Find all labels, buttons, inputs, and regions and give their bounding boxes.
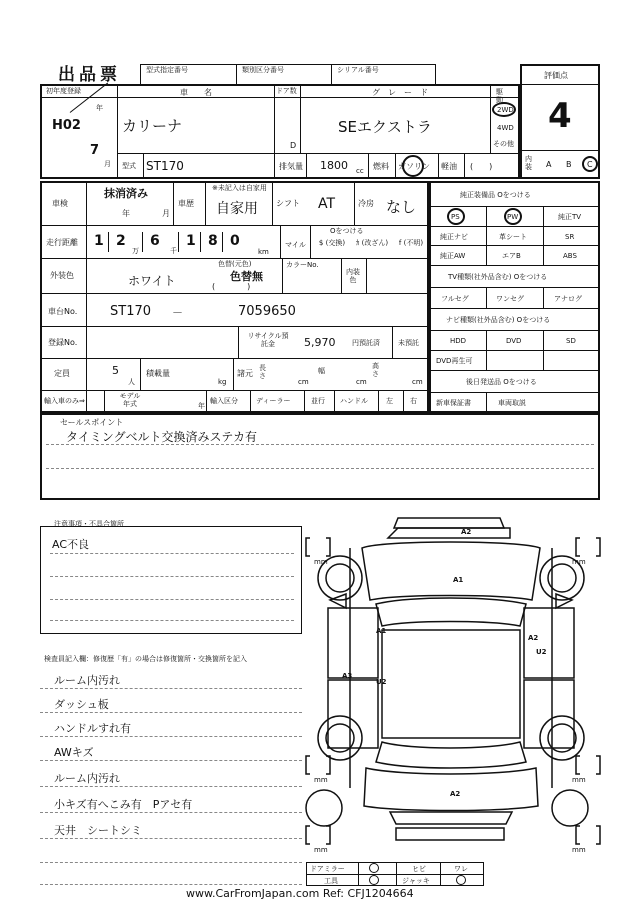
car-name-label: 車名 [180,88,228,97]
displacement-label: 排気量 [279,162,303,171]
tv-fullseg: フルセグ [441,295,469,303]
damage-mark-left-side: A3 [342,672,353,680]
odo-tampered: ｶ (改ざん) [355,239,389,247]
height-label: 高さ [372,362,379,378]
odo-unknown: f (不明) [398,239,424,247]
legend-tools: 工具 [324,877,338,885]
model-year-label: モデル年式 [119,392,141,408]
legend-crack: ヒビ [412,865,426,873]
exterior-color-label: 外装色 [50,271,74,280]
model-year-unit: 年 [198,402,205,410]
drive-2wd: 2WD [497,106,514,114]
grade-label: グレード [372,88,436,97]
fuel-gasoline: ガソリン [398,162,430,171]
handle-label: ハンドル [340,397,368,405]
first-registration-year: H02 [52,118,81,133]
model-label: 型式 [122,162,136,170]
displacement-value: 1800 [320,159,348,172]
inspector-item-7: 天井 シートシミ [54,824,142,837]
odo-note: Oをつける [330,227,364,235]
exterior-color: ホワイト [128,274,176,288]
shift-value: AT [318,196,336,212]
mile-label: マイル [285,241,306,249]
first-registration-month: 7 [90,143,100,158]
import-category-label: 輸入区分 [210,397,238,405]
sales-point-label: セールスポイント [60,418,124,427]
recycle-amount: 5,970 [304,336,336,349]
reg-no-label: 登録No. [48,338,78,347]
score-label: 評価点 [544,71,568,80]
inspector-item-5: ルーム内汚れ [54,772,120,785]
interior-option-b: B [566,160,572,169]
mileage-man: 万 [132,247,139,255]
chassis-number: 7059650 [238,304,296,319]
damage-mark-left-rear-door: U2 [376,678,387,686]
class-number-label: 類別区分番号 [242,66,284,74]
mileage-label: 走行距離 [46,238,78,247]
inspector-label: 検査員記入欄：修復歴「有」の場合は修復箇所・交換箇所を記入 [44,655,247,663]
door-label: ドア数 [276,87,297,95]
damage-mark-front-bumper: A2 [461,528,472,536]
inspection-month: 月 [162,209,170,218]
mileage-digit-2: 2 [116,233,126,249]
recycle-unpaid: 未預託 [398,339,419,347]
genuine-title: 純正装備品 Oをつける [460,191,531,199]
legend-mirror-circle [369,863,379,873]
mm-unit-6: mm [572,846,586,854]
parallel-option: 並行 [311,397,325,405]
interior-label: 内装 [525,155,532,171]
width-label: 幅 [318,367,325,375]
damage-mark-right-front-door-2: U2 [536,648,547,656]
year-mark: 年 [96,104,103,112]
tv-oneseg: ワンセグ [496,295,524,303]
document-title: 出品票 [58,65,121,85]
navi-sd: SD [566,337,576,345]
navi-title: ナビ種類(社外品含む) Oをつける [446,316,551,324]
navi-hdd: HDD [450,337,467,345]
inspector-item-2: ダッシュ板 [54,698,109,711]
door-d: D [290,141,297,150]
fuel-label: 燃料 [373,162,389,171]
chassis-dash: － [172,306,183,319]
month-mark: 月 [104,160,111,168]
dealer-option: ディーラー [256,397,291,405]
genuine-abs: ABS [563,252,577,260]
load-label: 積載量 [146,369,170,378]
capacity-unit: 人 [128,378,135,386]
ac-label: 冷房 [358,199,374,208]
mileage-digit-1: 1 [94,233,104,249]
fuel-other: ( ) [470,162,493,171]
interior-option-c: C [587,160,593,169]
footer-watermark: www.CarFromJapan.com Ref: CFJ1204664 [186,887,414,900]
inspector-item-3: ハンドルすれ有 [54,722,131,735]
mileage-digit-6: 0 [230,233,240,249]
recycle-paid: 円預託済 [352,339,380,347]
genuine-tv: 純正TV [558,213,582,221]
handle-left: 左 [386,397,393,405]
genuine-leather: 革シート [499,233,527,241]
cc-unit: cc [356,167,364,175]
legend-jack-circle [456,875,466,885]
width-unit: cm [356,378,367,386]
notes-label: 注意事項・不具合箇所 [54,520,124,528]
mm-unit-3: mm [314,776,328,784]
history-label: 車歴 [178,199,194,208]
mm-unit-1: mm [314,558,328,566]
genuine-ps: PS [451,213,460,221]
mileage-km: km [258,248,269,256]
ac-value: なし [386,198,417,216]
inspection-label: 車検 [52,199,68,208]
mm-unit-5: mm [314,846,328,854]
grade: SEエクストラ [338,118,432,136]
history-note: ※未記入は自家用 [212,184,267,192]
interior-color-label: 内装色 [346,268,360,284]
odo-swapped: $ (交換) [318,239,346,247]
damage-mark-rear-bumper: A2 [450,790,461,798]
recycle-label: リサイクル預託金 [247,332,289,348]
after-manual: 車両取説 [498,399,526,407]
type-designation-label: 型式指定番号 [146,66,188,74]
genuine-airbag: エアB [502,252,521,260]
after-warranty: 新車保証書 [436,399,471,407]
genuine-pw: PW [507,213,519,221]
genuine-sr: SR [565,233,575,241]
car-damage-diagram [300,508,610,858]
length-unit: cm [298,378,309,386]
after-title: 後日発送品 Oをつける [466,378,537,386]
import-label: 輸入車のみ⇒ [44,397,85,405]
tv-title: TV種類(社外品含む) Oをつける [448,273,548,281]
mileage-sen: 千 [170,247,177,255]
mm-unit-2: mm [572,558,586,566]
mm-unit-4: mm [572,776,586,784]
damage-mark-hood: A1 [453,576,464,584]
car-name: カリーナ [122,117,183,135]
load-unit: kg [218,378,227,386]
chassis-prefix: ST170 [110,304,152,319]
damage-mark-left-front-door: A1 [376,627,387,635]
navi-dvd: DVD [506,337,522,345]
fuel-diesel: 軽油 [441,162,457,171]
height-unit: cm [412,378,423,386]
score-value: 4 [548,96,572,136]
model-value: ST170 [146,159,184,173]
legend-jack: ジャッキ [402,877,430,885]
inspector-item-4: AWキズ [54,746,94,759]
sales-point-box [40,413,600,500]
genuine-navi: 純正ナビ [440,233,468,241]
dims-label: 諸元 [237,369,253,378]
serial-number-label: シリアル番号 [337,66,379,74]
length-label: 長さ [259,364,266,380]
repaint-paren: ( ) [212,282,251,291]
color-no-label: カラーNo. [286,261,319,269]
fuel-selected-circle [402,155,424,177]
mileage-digit-4: 1 [186,233,196,249]
chassis-label: 車台No. [48,307,78,316]
legend-tools-circle [369,875,379,885]
inspector-item-6: 小キズ有へこみ有 Pアセ有 [54,798,193,811]
first-registration-label: 初年度登録 [46,87,81,95]
repaint-value: 色替無 [230,270,263,283]
capacity-label: 定員 [54,369,70,378]
legend-mirror: ドアミラー [310,865,345,873]
legend-break: ワレ [454,865,468,873]
handle-right: 右 [410,397,417,405]
genuine-aw: 純正AW [440,252,466,260]
damage-mark-right-front-door: A2 [528,634,539,642]
interior-option-a: A [546,160,552,169]
repaint-label: 色替(元色) [218,260,252,268]
notes-line-1: AC不良 [52,538,90,551]
tv-analog: アナログ [554,295,582,303]
capacity-value: 5 [112,364,119,377]
history-value: 自家用 [216,201,258,217]
shift-label: シフト [276,199,300,208]
drive-4wd: 4WD [497,124,514,132]
mileage-digit-3: 6 [150,233,160,249]
drive-label: 駆動 [496,88,503,104]
inspection-year: 年 [122,209,130,218]
navi-dvd-play: DVD再生可 [436,357,473,365]
mileage-digit-5: 8 [208,233,218,249]
drive-other: その他 [493,140,514,148]
inspection-value: 抹消済み [104,187,148,200]
sales-point-text: タイミングベルト交換済みステカ有 [66,430,258,444]
inspector-item-1: ルーム内汚れ [54,674,120,687]
